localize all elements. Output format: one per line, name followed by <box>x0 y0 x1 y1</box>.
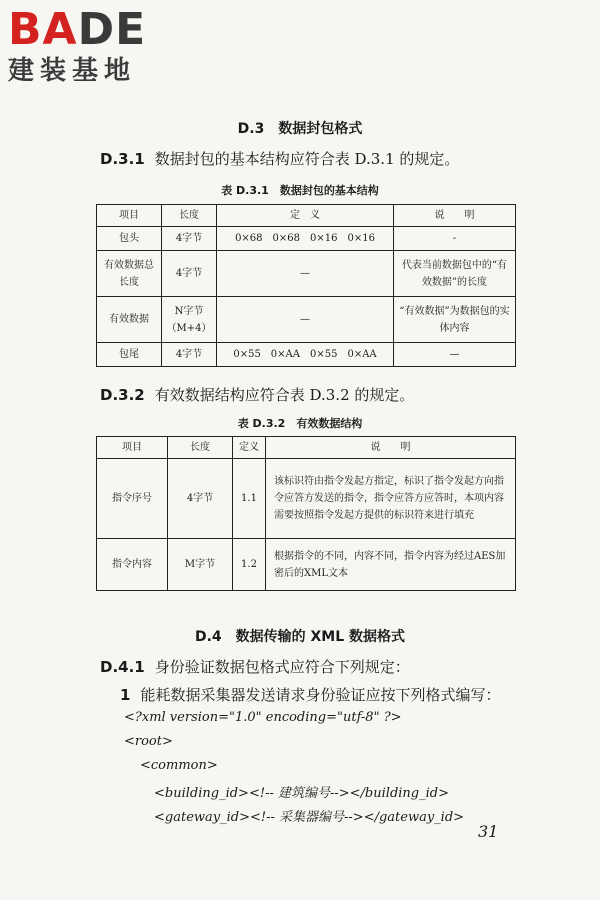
clause-text: 有效数据结构应符合表 D.3.2 的规定。 <box>154 386 415 404</box>
cell-def: 1.2 <box>233 539 266 591</box>
cell-note: 根据指令的不同，内容不同，指令内容为经过AES加密后的XML文本 <box>266 539 516 591</box>
cell-note: 代表当前数据包中的“有效数据”的长度 <box>394 251 516 297</box>
table-row <box>97 227 516 251</box>
clause-text: 身份验证数据包格式应符合下列规定： <box>154 658 410 676</box>
code-line: <?xml version="1.0" encoding="utf-8" ?> <box>124 710 402 725</box>
header-cell: 项目 <box>97 205 162 227</box>
list-item-1 <box>120 684 500 705</box>
header-cell: 长度 <box>168 437 233 459</box>
cell-length: 4字节 <box>162 227 217 251</box>
code-line: <gateway_id><!-- 采集器编号--></gateway_id> <box>154 810 465 825</box>
header-cell: 定 义 <box>217 205 394 227</box>
logo-wordmark: BADE <box>8 4 147 55</box>
table-row <box>97 343 516 367</box>
section-title-d4: D.4 数据传输的 XML 数据格式 <box>194 629 406 645</box>
cell-item: 包头 <box>97 227 162 251</box>
cell-note: “有效数据”为数据包的实体内容 <box>394 297 516 343</box>
logo-subtitle: 建装基地 <box>8 56 137 86</box>
code-line: <building_id><!-- 建筑编号--></building_id> <box>154 786 449 801</box>
cell-note: — <box>394 343 516 367</box>
clause-text: 数据封包的基本结构应符合表 D.3.1 的规定。 <box>154 150 460 168</box>
table-row <box>97 459 516 539</box>
table-row <box>97 539 516 591</box>
clause-d31 <box>100 148 459 169</box>
header-cell: 长度 <box>162 205 217 227</box>
cell-item: 指令内容 <box>97 539 168 591</box>
cell-length: N字节（M+4） <box>162 297 217 343</box>
cell-length: M字节 <box>168 539 233 591</box>
cell-def: 0×55 0×AA 0×55 0×AA <box>217 343 394 367</box>
cell-def: — <box>217 297 394 343</box>
cell-note: 该标识符由指令发起方指定，标识了指令发起方向指令应答方发送的指令，指令应答方应答时，本项内容需要按照指令发起方提供的标识符来进行填充 <box>266 459 516 539</box>
page-number: 31 <box>478 822 499 841</box>
header-cell: 说 明 <box>394 205 516 227</box>
table-header-row <box>97 437 516 459</box>
item-text: 能耗数据采集器发送请求身份验证应按下列格式编写： <box>140 686 501 704</box>
table-row <box>97 297 516 343</box>
clause-d32 <box>100 384 414 405</box>
cell-def: 1.1 <box>233 459 266 539</box>
cell-note: - <box>394 227 516 251</box>
bade-logo <box>8 6 178 86</box>
cell-def: — <box>217 251 394 297</box>
header-cell: 定义 <box>233 437 266 459</box>
clause-d41 <box>100 656 410 677</box>
table-row <box>97 251 516 297</box>
item-number: 1 <box>120 686 131 704</box>
section-title-d3: D.3 数据封包格式 <box>237 121 363 137</box>
cell-item: 指令序号 <box>97 459 168 539</box>
header-cell: 说 明 <box>266 437 516 459</box>
cell-item: 有效数据 <box>97 297 162 343</box>
cell-item: 有效数据总长度 <box>97 251 162 297</box>
table-header-row <box>97 205 516 227</box>
cell-def: 0×68 0×68 0×16 0×16 <box>217 227 394 251</box>
cell-length: 4字节 <box>162 343 217 367</box>
code-line: <root> <box>124 734 173 749</box>
table-d31-caption: 表 D.3.1 数据封包的基本结构 <box>221 184 379 197</box>
cell-item: 包尾 <box>97 343 162 367</box>
clause-number: D.4.1 <box>100 658 145 676</box>
clause-number: D.3.1 <box>100 150 145 168</box>
header-cell: 项目 <box>97 437 168 459</box>
clause-number: D.3.2 <box>100 386 145 404</box>
cell-length: 4字节 <box>162 251 217 297</box>
table-d31 <box>96 204 516 367</box>
table-d32-caption: 表 D.3.2 有效数据结构 <box>237 417 363 430</box>
code-line: <common> <box>140 758 218 773</box>
cell-length: 4字节 <box>168 459 233 539</box>
table-d32 <box>96 436 516 591</box>
